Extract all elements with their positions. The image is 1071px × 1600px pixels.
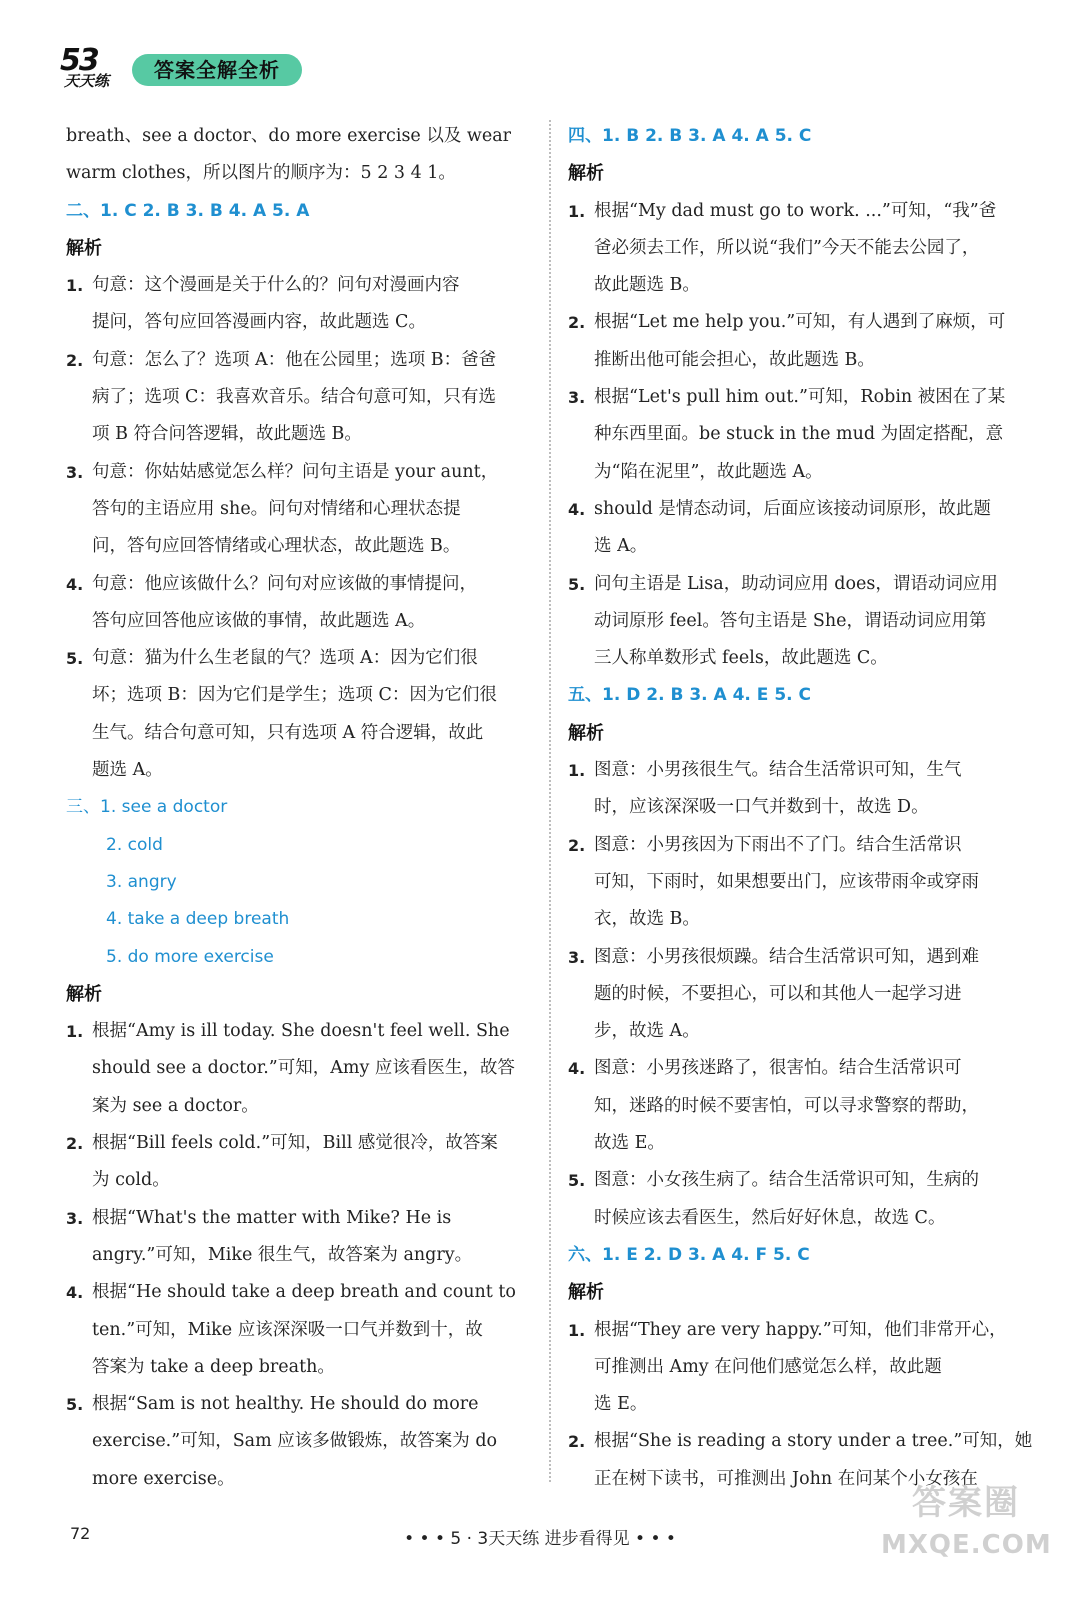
brand-logo [58, 43, 132, 94]
item-line: 为 cold。 [92, 1170, 170, 1191]
item-line: 答句的主语应用 she。问句对情绪和心理状态提 [92, 498, 461, 519]
analysis-item [66, 342, 536, 454]
item-line: 答句应回答他应该做的事情，故此题选 A。 [92, 610, 426, 631]
item-number: 3. [66, 462, 84, 482]
item-line: 种东西里面。be stuck in the mud 为固定搭配，意 [594, 424, 1004, 445]
item-line: 动词原形 feel。答句主语是 She，谓语动词应用第 [594, 610, 987, 631]
analysis-item [568, 1162, 1033, 1237]
item-line: 问句主语是 Lisa，助动词应用 does，谓语动词应用 [594, 573, 998, 594]
item-line: 根据“They are very happy.”可知，他们非常开心， [594, 1319, 1007, 1340]
item-line: 根据“What's the matter with Mike? He is [92, 1207, 452, 1228]
analysis-item [568, 304, 1033, 379]
item-line: 项 B 符合问答逻辑，故此题选 B。 [92, 424, 362, 445]
item-line: exercise.”可知，Sam 应该多做锻炼，故答案为 do [92, 1431, 498, 1452]
item-number: 2. [66, 1134, 84, 1154]
analysis-item [66, 1200, 536, 1275]
item-line: 句意：猫为什么生老鼠的气？选项 A：因为它们很 [92, 648, 478, 669]
item-line: more exercise。 [92, 1468, 235, 1489]
item-number: 1. [66, 1022, 84, 1042]
analysis-item [568, 827, 1033, 939]
footer-slogan: • • • 5 · 3天天练 进步看得见 • • • [404, 1529, 676, 1549]
item-number: 3. [568, 388, 586, 408]
item-line: 句意：你姑姑感觉怎么样？问句主语是 your aunt， [92, 461, 499, 482]
analysis-item [66, 1274, 536, 1386]
item-line: should 是情态动词，后面应该接动词原形，故此题 [594, 498, 991, 519]
analysis-item [66, 267, 536, 342]
item-line: 图意：小男孩迷路了，很害怕。结合生活常识可 [594, 1058, 962, 1079]
item-line: 根据“My dad must go to work. ...”可知，“我”爸 [594, 200, 997, 221]
watermark-top: 答案圈 [912, 1483, 1020, 1523]
watermark-bottom: MXQE.COM [881, 1530, 1052, 1560]
item-line: 衣，故选 B。 [594, 909, 700, 930]
column-divider [549, 120, 551, 1482]
section-5-answers: 五、1. D 2. B 3. A 4. E 5. C [568, 685, 812, 706]
item-line: 根据“He should take a deep breath and count to [92, 1282, 516, 1303]
right-column [568, 118, 1033, 1498]
item-line: 句意：这个漫画是关于什么的？问句对漫画内容 [92, 275, 460, 296]
analysis-item [66, 566, 536, 641]
item-number: 5. [568, 1171, 586, 1191]
item-line: angry.”可知，Mike 很生气，故答案为 angry。 [92, 1244, 473, 1265]
item-number: 5. [66, 649, 84, 669]
item-number: 2. [66, 350, 84, 370]
item-number: 2. [568, 1432, 586, 1452]
item-line: 根据“Sam is not healthy. He should do more [92, 1394, 479, 1415]
item-number: 5. [66, 1395, 84, 1415]
header-badge: 答案全解全析 [132, 54, 302, 86]
item-line: 故选 E。 [594, 1133, 665, 1154]
analysis-heading: 解析 [568, 163, 604, 185]
item-line: 图意：小男孩因为下雨出不了门。结合生活常识 [594, 834, 962, 855]
item-line: 图意：小男孩很生气。结合生活常识可知，生气 [594, 760, 962, 781]
section-3-answer-1: 三、1. see a doctor [66, 797, 228, 818]
item-number: 1. [568, 201, 586, 221]
analysis-item [568, 939, 1033, 1051]
analysis-item [568, 1050, 1033, 1162]
item-line: 图意：小女孩生病了。结合生活常识可知，生病的 [594, 1170, 979, 1191]
item-line: 句意：他应该做什么？问句对应该做的事情提问， [92, 573, 477, 594]
item-number: 2. [568, 313, 586, 333]
analysis-item [568, 491, 1033, 566]
item-line: 案为 see a doctor。 [92, 1095, 259, 1116]
item-line: 问，答句应回答情绪或心理状态，故此题选 B。 [92, 536, 461, 557]
item-number: 1. [568, 1320, 586, 1340]
analysis-item [568, 566, 1033, 678]
item-line: 正在树下读书，可推测出 John 在问某个小女孩在 [594, 1468, 978, 1489]
item-line: 三人称单数形式 feels，故此题选 C。 [594, 648, 888, 669]
item-line: 病了；选项 C：我喜欢音乐。结合句意可知，只有选 [92, 387, 496, 408]
item-line: 可推测出 Amy 在问他们感觉怎么样，故此题 [594, 1356, 942, 1377]
item-number: 3. [568, 947, 586, 967]
logo-subtitle: 天天练 [64, 72, 110, 90]
page-header [58, 43, 318, 94]
section-3-answer: 4. take a deep breath [106, 909, 290, 930]
item-line: ten.”可知，Mike 应该深深吸一口气并数到十，故 [92, 1319, 483, 1340]
section-2-answers: 二、1. C 2. B 3. B 4. A 5. A [66, 200, 310, 221]
analysis-item [66, 1386, 536, 1498]
section-4-answers: 四、1. B 2. B 3. A 4. A 5. C [568, 126, 812, 146]
item-line: 推断出他可能会担心，故此题选 B。 [594, 349, 875, 370]
item-line: 根据“She is reading a story under a tree.”可知，她 [594, 1431, 1033, 1452]
item-number: 4. [568, 499, 586, 519]
item-line: 根据“Amy is ill today. She doesn't feel well. She [92, 1021, 510, 1042]
page-number: 72 [70, 1524, 91, 1543]
item-number: 3. [66, 1208, 84, 1228]
item-line: 可知，下雨时，如果想要出门，应该带雨伞或穿雨 [594, 871, 979, 892]
item-line: 选 E。 [594, 1394, 648, 1415]
item-line: 选 A。 [594, 536, 648, 557]
item-line: 坏；选项 B：因为它们是学生；选项 C：因为它们很 [92, 685, 497, 706]
section-3-answer: 5. do more exercise [106, 946, 274, 967]
item-line: should see a doctor.”可知，Amy 应该看医生，故答 [92, 1058, 515, 1079]
item-number: 4. [66, 1283, 84, 1303]
item-line: 生气。结合句意可知，只有选项 A 符合逻辑，故此 [92, 722, 484, 743]
item-line: 图意：小男孩很烦躁。结合生活常识可知，遇到难 [594, 946, 979, 967]
item-line: 题选 A。 [92, 760, 163, 781]
analysis-item [568, 752, 1033, 827]
analysis-item [66, 1125, 536, 1200]
item-line: 根据“Let's pull him out.”可知，Robin 被困在了某 [594, 387, 1006, 408]
item-line: 提问，答句应回答漫画内容，故此题选 C。 [92, 312, 426, 333]
intro-line: breath、see a doctor、do more exercise 以及 wear [66, 126, 512, 146]
item-number: 5. [568, 574, 586, 594]
analysis-heading: 解析 [66, 983, 102, 1005]
item-number: 2. [568, 835, 586, 855]
site-watermark [881, 1478, 1051, 1588]
item-line: 根据“Let me help you.”可知，有人遇到了麻烦，可 [594, 312, 1006, 333]
analysis-heading: 解析 [568, 1282, 604, 1304]
item-number: 4. [568, 1059, 586, 1079]
item-number: 4. [66, 574, 84, 594]
item-line: 时，应该深深吸一口气并数到十，故选 D。 [594, 797, 929, 818]
item-line: 根据“Bill feels cold.”可知，Bill 感觉很冷，故答案 [92, 1133, 498, 1154]
analysis-item [66, 454, 536, 566]
analysis-heading: 解析 [66, 237, 102, 259]
analysis-item [568, 379, 1033, 491]
item-line: 知，迷路的时候不要害怕，可以寻求警察的帮助， [594, 1095, 979, 1116]
item-line: 句意：怎么了？选项 A：他在公园里；选项 B：爸爸 [92, 349, 497, 370]
logo-number: 53 [60, 43, 98, 78]
item-line: 为“陷在泥里”，故此题选 A。 [594, 461, 823, 482]
item-number: 1. [66, 276, 84, 296]
item-line: 答案为 take a deep breath。 [92, 1356, 335, 1377]
item-line: 题的时候，不要担心，可以和其他人一起学习进 [594, 983, 962, 1004]
left-column [66, 118, 536, 1498]
item-line: 步，故选 A。 [594, 1021, 700, 1042]
analysis-item [66, 1013, 536, 1125]
analysis-heading: 解析 [568, 722, 604, 744]
section-6-answers: 六、1. E 2. D 3. A 4. F 5. C [568, 1244, 810, 1265]
item-number: 1. [568, 761, 586, 781]
item-line: 爸必须去工作，所以说“我们”今天不能去公园了， [594, 237, 980, 258]
analysis-item [568, 193, 1033, 305]
section-3-answer: 3. angry [106, 871, 177, 892]
intro-line: warm clothes，所以图片的顺序为：5 2 3 4 1。 [66, 163, 456, 184]
section-3-answer: 2. cold [106, 834, 163, 855]
item-line: 时候应该去看医生，然后好好休息，故选 C。 [594, 1207, 946, 1228]
item-line: 故此题选 B。 [594, 275, 700, 296]
analysis-item [568, 1312, 1033, 1424]
analysis-item [66, 640, 536, 789]
